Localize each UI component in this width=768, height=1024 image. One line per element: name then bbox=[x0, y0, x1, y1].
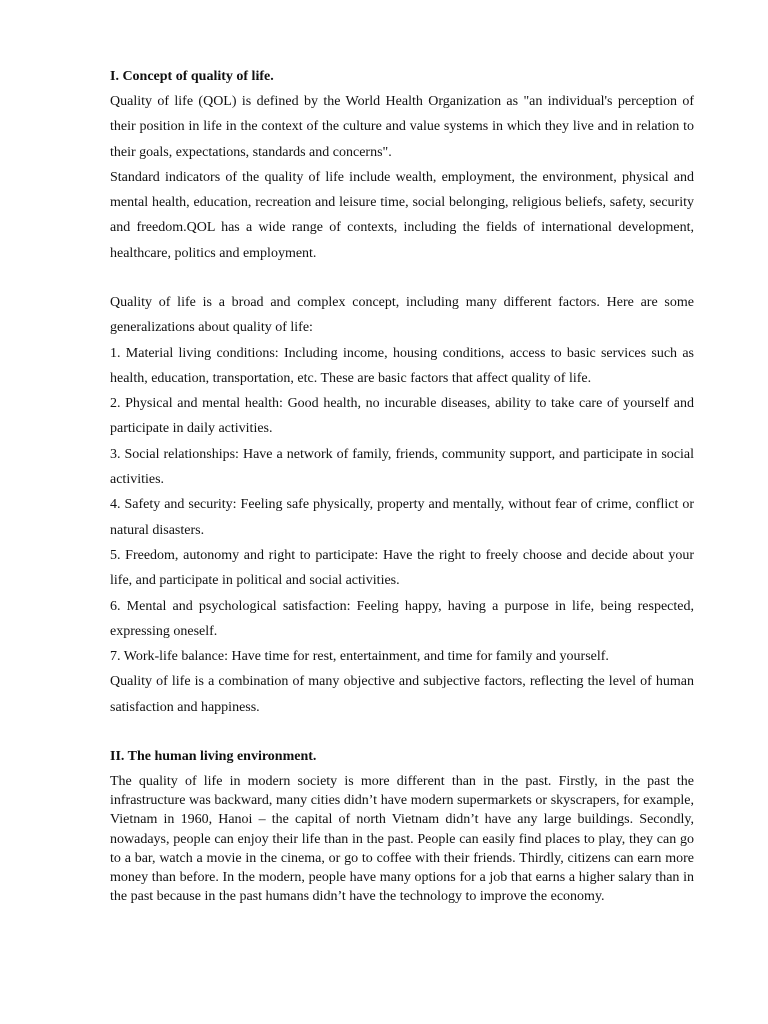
list-item: 2. Physical and mental health: Good health, no incurable diseases, ability to take care of yourself and participate in daily activities. bbox=[110, 396, 694, 437]
list-item: 6. Mental and psychological satisfaction: Feeling happy, having a purpose in life, being respected, expressing oneself. bbox=[110, 598, 694, 639]
section-2-heading-block bbox=[110, 744, 694, 769]
list-item: 1. Material living conditions: Including income, housing conditions, access to basic services such as health, education, transportation, etc. These are basic factors that affect quality of life. bbox=[110, 345, 694, 386]
section-2-heading: II. The human living environment. bbox=[110, 749, 317, 764]
generalizations-intro-paragraph: Quality of life is a broad and complex concept, including many different factors. Here are some generalizations about quality of life: bbox=[110, 295, 694, 336]
list-item: 4. Safety and security: Feeling safe physically, property and mentally, without fear of crime, conflict or natural disasters. bbox=[110, 497, 694, 538]
section-1-generalizations bbox=[110, 290, 694, 720]
list-item: 3. Social relationships: Have a network of family, friends, community support, and participate in social activities. bbox=[110, 446, 694, 488]
qol-summary-paragraph: Quality of life is a combination of many objective and subjective factors, reflecting the level of human satisfaction and happiness. bbox=[110, 674, 694, 715]
list-item: 7. Work-life balance: Have time for rest, entertainment, and time for family and yourself. bbox=[110, 649, 609, 665]
living-environment-paragraph: The quality of life in modern society is more different than in the past. Firstly, in the past the infrastructure was backward, many cities didn’t have modern supermarkets or skyscrapers, for example, Vietnam in 1960, Hanoi – the capital of north Vietnam didn’t have any large buildings. Secondly, nowadays, people can enjoy their life than in the past. People can easily find places to play, they can go to a bar, watch a movie in the cinema, or go to coffee with their friends. Thirdly, citizens can earn more money than before. In the modern, people have many options for a job that earns a higher salary than in the past because in the past humans didn’t have the technology to improve the economy. bbox=[110, 774, 694, 905]
section-1-heading: I. Concept of quality of life. bbox=[110, 69, 274, 84]
section-2-body bbox=[110, 772, 694, 906]
qol-indicators-paragraph: Standard indicators of the quality of life include wealth, employment, the environment, physical and mental health, education, recreation and leisure time, social belonging, religious beliefs, safety, security and freedom.QOL has a wide range of contexts, including the fields of international development, healthcare, politics and employment. bbox=[110, 169, 694, 261]
qol-definition-paragraph: Quality of life (QOL) is defined by the World Health Organization as "an individual's perception of their position in life in the context of the culture and value systems in which they live and in relation to their goals, expectations, standards and concerns". bbox=[110, 94, 694, 160]
section-1-body bbox=[110, 89, 694, 266]
section-1-heading-block bbox=[110, 64, 694, 89]
list-item: 5. Freedom, autonomy and right to participate: Have the right to freely choose and decide about your life, and participate in political and social activities. bbox=[110, 547, 694, 589]
